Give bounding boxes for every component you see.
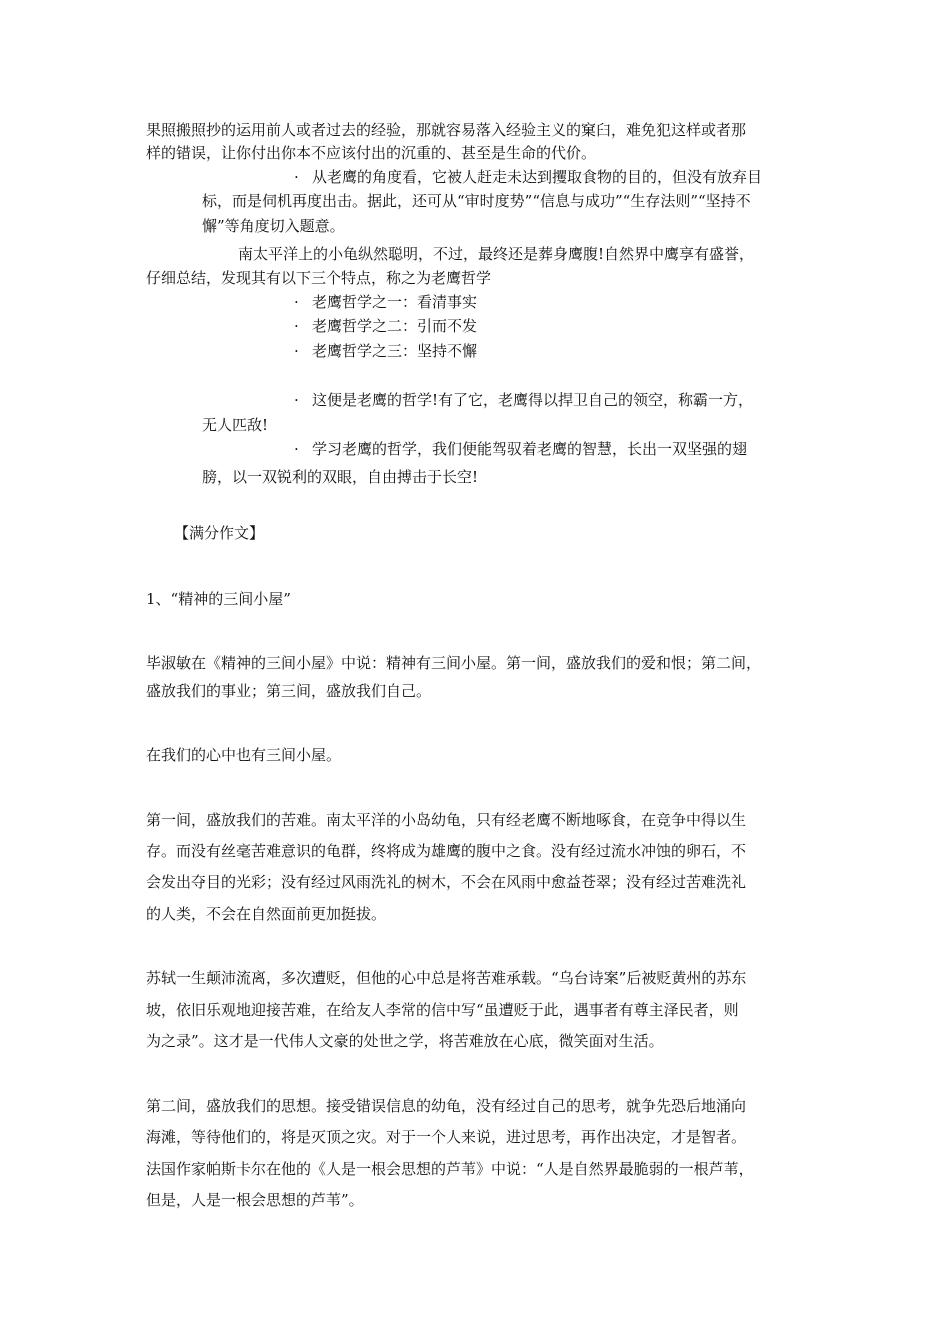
conclusion-bullet-line: 膀，以一双锐利的双眼，自由搏击于长空!	[202, 468, 479, 486]
section-heading: 【满分作文】	[174, 524, 265, 542]
bullet-dot: ·	[294, 440, 299, 458]
essay-paragraph-line: 法国作家帕斯卡尔在他的《人是一根会思想的芦苇》中说：“人是自然界最脆弱的一根芦苇，	[146, 1160, 754, 1178]
bullet-dot: ·	[294, 317, 299, 335]
essay-paragraph-line: 在我们的心中也有三间小屋。	[146, 746, 342, 764]
essay-paragraph-line: 毕淑敏在《精神的三间小屋》中说：精神有三间小屋。第一间，盛放我们的爱和恨；第二间，	[146, 654, 762, 672]
essay-paragraph-line: 会发出夺目的光彩；没有经过风雨洗礼的树木，不会在风雨中愈益苍翠；没有经过苦难洗礼	[146, 873, 747, 891]
conclusion-bullet-line	[294, 388, 753, 412]
philosophy-item	[294, 314, 477, 338]
bullet-angle-line: 懈”等角度切入题意。	[202, 217, 345, 235]
conclusion-text: 这便是老鹰的哲学!有了它，老鹰得以捍卫自己的领空，称霸一方，	[312, 391, 754, 409]
essay-paragraph-line: 第一间，盛放我们的苦难。南太平洋的小岛幼龟，只有经老鹰不断地啄食，在竞争中得以生	[146, 811, 747, 829]
bullet-dot: ·	[294, 168, 299, 186]
essay-paragraph-line: 第二间，盛放我们的思想。接受错误信息的幼龟，没有经过自己的思考，就争先恐后地涌向	[146, 1097, 747, 1115]
philosophy-text: 老鹰哲学之二：引而不发	[312, 317, 478, 335]
eagle-intro-line: 仔细总结，发现其有以下三个特点，称之为老鹰哲学	[146, 269, 492, 287]
philosophy-text: 老鹰哲学之一：看清事实	[312, 293, 478, 311]
conclusion-bullet-line: 无人匹敌!	[202, 416, 269, 434]
bullet-text: 从老鹰的角度看，它被人赶走未达到攫取食物的目的，但没有放弃目	[312, 168, 763, 186]
philosophy-item	[294, 290, 477, 314]
essay-paragraph-line: 存。而没有丝毫苦难意识的龟群，终将成为雄鹰的腹中之食。没有经过流水冲蚀的卵石，不	[146, 842, 747, 860]
essay-title: 1、“精神的三间小屋”	[146, 590, 291, 608]
essay-paragraph-line: 为之录”。这才是一代伟人文豪的处世之学，将苦难放在心底，微笑面对生活。	[146, 1032, 664, 1050]
intro-line: 果照搬照抄的运用前人或者过去的经验，那就容易落入经验主义的窠臼，难免犯这样或者那	[146, 121, 747, 139]
philosophy-item	[294, 339, 477, 363]
essay-paragraph-line: 坡，依旧乐观地迎接苦难，在给友人李常的信中写“虽遭贬于此，遇事者有尊主泽民者，则	[146, 1001, 739, 1019]
conclusion-bullet-line	[294, 437, 747, 461]
essay-paragraph-line: 海滩，等待他们的，将是灭顶之灾。对于一个人来说，进过思考，再作出决定，才是智者。	[146, 1128, 747, 1146]
intro-line: 样的错误，让你付出你本不应该付出的沉重的、甚至是生命的代价。	[146, 144, 597, 162]
bullet-dot: ·	[294, 342, 299, 360]
eagle-intro-line: 南太平洋上的小龟纵然聪明，不过，最终还是葬身鹰腹!自然界中鹰享有盛誉，	[238, 245, 755, 263]
philosophy-text: 老鹰哲学之三：坚持不懈	[312, 342, 478, 360]
bullet-angle-line: 标，而是伺机再度出击。据此，还可从“审时度势”“信息与成功”“生存法则”“坚持不	[202, 192, 751, 210]
essay-paragraph-line: 盛放我们的事业；第三间，盛放我们自己。	[146, 682, 432, 700]
bullet-dot: ·	[294, 391, 299, 409]
essay-paragraph-line: 苏轼一生颠沛流离，多次遭贬，但他的心中总是将苦难承载。“乌台诗案”后被贬黄州的苏东	[146, 969, 747, 987]
bullet-dot: ·	[294, 293, 299, 311]
essay-paragraph-line: 的人类，不会在自然面前更加挺拔。	[146, 905, 387, 923]
conclusion-text: 学习老鹰的哲学，我们便能驾驭着老鹰的智慧，长出一双坚强的翅	[312, 440, 748, 458]
essay-paragraph-line: 但是，人是一根会思想的芦苇”。	[146, 1191, 364, 1209]
bullet-angle-line	[294, 165, 762, 189]
